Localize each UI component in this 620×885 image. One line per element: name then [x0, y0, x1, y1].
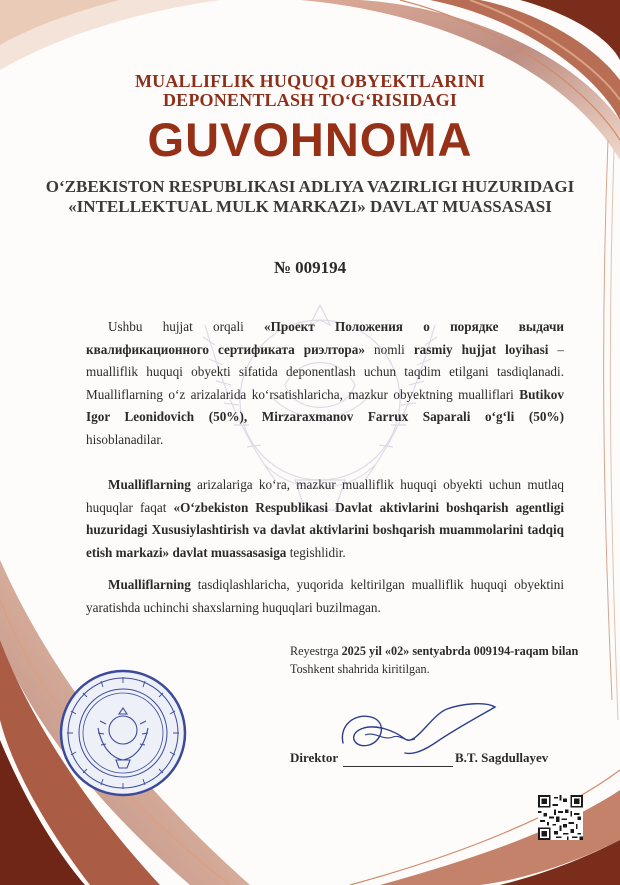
document-title: GUVOHNOMA — [147, 113, 473, 166]
paragraph-3 — [86, 574, 564, 619]
paragraph-1 — [86, 316, 564, 451]
p1-text-c: nomli — [364, 341, 414, 357]
p1-text-e: – mualliflik huquqi obyekti sifatida deponentlash uchun taqdim etilgani tasdiqlanadi. Mualliflarning o‘z arizalarida ko‘rsatishlaricha, mazkur obyektning mualliflari — [86, 341, 564, 402]
paragraph-2 — [86, 474, 564, 564]
header-line-1: MUALLIFLIK HUQUQI OBYEKTLARINI — [134, 71, 486, 91]
p1-text-a: Ushbu hujjat orqali — [108, 319, 265, 334]
p2-text-d: tegishlidir. — [286, 544, 346, 560]
director-name: B.T. Sagdullayev — [455, 750, 549, 765]
p2-text-a: Mualliflarning — [108, 477, 191, 492]
registry-text-a: Reyestrga — [290, 644, 342, 658]
issuer-line-1: O‘ZBEKISTON RESPUBLIKASI ADLIYA VAZIRLIGI HUZURIDAGI — [45, 177, 575, 196]
registry-text-c: Toshkent shahrida kiritilgan. — [290, 662, 430, 676]
header-line-2: DEPONENTLASH TO‘G‘RISIDAGI — [162, 90, 458, 110]
issuer-line-2: «INTELLEKTUAL MULK MARKAZI» DAVLAT MUASSASASI — [68, 197, 552, 216]
certificate-number: № 009194 — [273, 258, 347, 277]
p2-rights-holder: «O‘zbekiston Respublikasi Davlat aktivlarini boshqarish agentligi huzuridagi Xususiylashtirish va davlat aktivlarini boshqarish muammolarini tadqiq etish markazi» davlat muassasasiga — [86, 499, 564, 560]
signature-line — [343, 766, 453, 767]
qr-code-icon — [538, 795, 583, 840]
p1-document-type: rasmiy hujjat loyihasi — [413, 341, 549, 357]
official-round-seal-icon — [58, 668, 188, 798]
p1-authors: Butikov Igor Leonidovich (50%), Mirzaraxmanov Farrux Saparali o‘g‘li (50%) — [86, 386, 564, 424]
p3-text-b: tasdiqlashlaricha, yuqorida keltirilgan mualliflik huquqi obyektini yaratishda uchinchi shaxslarning huquqlari buzilmagan. — [86, 577, 564, 615]
registry-date-number: 2025 yil «02» sentyabrda 009194-raqam bilan — [341, 644, 579, 658]
director-label: Direktor — [290, 750, 339, 765]
p1-document-title: «Проект Положения о порядке выдачи квалификационного сертификата риэлтора» — [86, 319, 564, 357]
registry-note — [290, 642, 580, 678]
p1-text-g: hisoblanadilar. — [86, 431, 164, 447]
p2-text-b: arizalariga ko‘ra, mazkur mualliflik huquqi obyekti uchun mutlaq huquqlar faqat — [86, 477, 564, 515]
p3-text-a: Mualliflarning — [108, 577, 191, 592]
